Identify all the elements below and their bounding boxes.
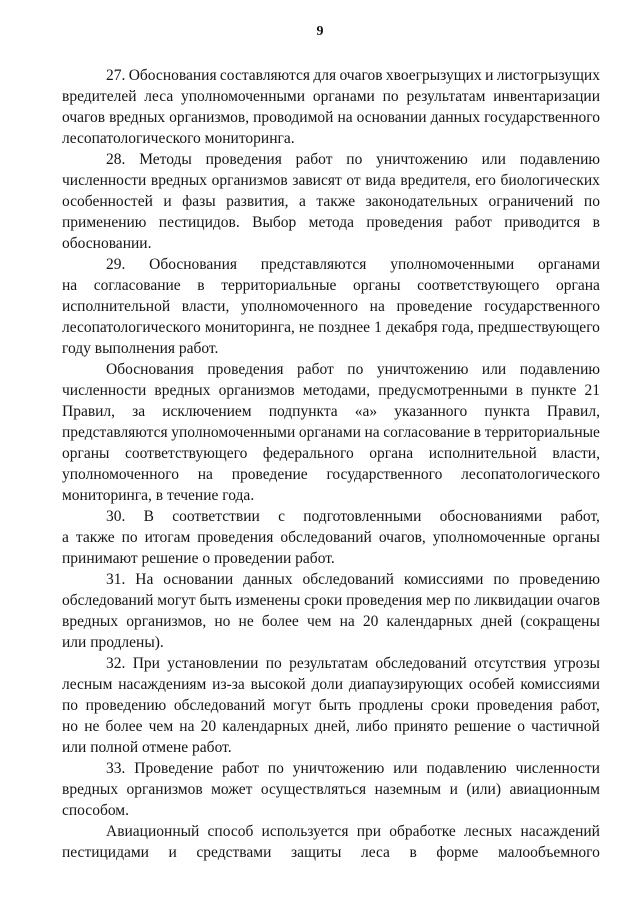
word: 1	[374, 319, 382, 336]
word: ограничений	[488, 193, 574, 210]
text-line	[62, 591, 600, 611]
word: численности	[62, 382, 147, 399]
word: очагов,	[378, 529, 426, 546]
word: высокой	[250, 676, 306, 693]
word: органы	[552, 529, 600, 546]
word: предусмотренными	[378, 382, 508, 399]
word: органами	[298, 424, 361, 441]
word: позднее	[318, 319, 371, 336]
word: быть	[199, 592, 232, 609]
word: (или)	[466, 781, 501, 798]
text-line	[62, 423, 600, 443]
word: соответствующего	[417, 277, 540, 294]
word: исключением	[162, 403, 252, 420]
word: способ	[207, 823, 254, 840]
word: очагов	[62, 109, 106, 126]
word: уничтожению	[376, 361, 469, 378]
text-line	[62, 675, 600, 695]
word: сроки	[430, 697, 469, 714]
word: пестицидами	[62, 844, 149, 861]
word: обследований	[375, 655, 467, 672]
word: не	[238, 613, 254, 630]
word: В	[143, 508, 154, 525]
word: для	[313, 67, 337, 84]
word: по	[454, 592, 471, 609]
word: подавлению	[519, 151, 600, 168]
word: используется	[261, 823, 349, 840]
word: государственного	[484, 298, 600, 315]
word: проведению	[519, 571, 600, 588]
word: Проведение	[134, 760, 214, 777]
word: обследований	[280, 529, 372, 546]
word: метода	[308, 214, 354, 231]
word: сроки	[304, 592, 343, 609]
word: календарных	[222, 718, 309, 735]
word: уполномоченного	[241, 298, 358, 315]
word: проведение	[231, 466, 308, 483]
word: развития,	[226, 193, 289, 210]
word: проведению	[85, 697, 167, 714]
word: проведения	[205, 151, 282, 168]
word: предшествующего	[477, 319, 600, 336]
word: осуществляться	[260, 781, 367, 798]
word: чем	[148, 718, 174, 735]
word: или	[481, 361, 507, 378]
word: обоснованиями	[439, 508, 543, 525]
word: угрозы	[553, 655, 600, 672]
word: обработке	[389, 823, 456, 840]
word: власти,	[552, 445, 600, 462]
word: при	[356, 823, 382, 840]
word: более	[105, 718, 143, 735]
word: Обоснования	[106, 361, 194, 378]
word: «а»	[354, 403, 378, 420]
word: представляются	[62, 424, 168, 441]
word: 32.	[106, 655, 126, 672]
text-line: году выполнения работ.	[62, 340, 219, 357]
text-line	[106, 507, 600, 527]
word: подготовленными	[303, 508, 422, 525]
word: более	[261, 613, 299, 630]
word: не	[298, 319, 315, 336]
word: проводимой	[253, 109, 334, 126]
word: решение	[454, 718, 512, 735]
word: вредных	[154, 382, 211, 399]
word: Обоснования	[149, 256, 237, 273]
word: вредных	[109, 109, 166, 126]
text-line	[62, 171, 600, 191]
word: также	[316, 193, 356, 210]
text-line	[62, 213, 600, 233]
word: на	[339, 613, 355, 630]
word: вредных	[150, 172, 207, 189]
word: организмов	[211, 172, 288, 189]
word: государственного	[326, 466, 443, 483]
text-line: способом.	[62, 802, 129, 819]
word: или	[393, 760, 418, 777]
text-line	[62, 318, 600, 338]
word: уполномоченными	[390, 256, 515, 273]
word: малообъемного	[497, 844, 600, 861]
text-line	[106, 150, 600, 170]
word: организмов	[126, 781, 203, 798]
word: защиты	[290, 844, 342, 861]
text-line	[106, 66, 600, 86]
word: Обоснования	[128, 67, 217, 84]
word: доли	[311, 676, 344, 693]
word: но	[214, 613, 231, 630]
word: органами	[312, 88, 375, 105]
word: его	[475, 172, 496, 189]
word: 21	[584, 382, 600, 399]
word: от	[346, 172, 361, 189]
word: обследований	[302, 571, 394, 588]
word: пестицидов.	[158, 214, 240, 231]
word: отсутствия	[474, 655, 547, 672]
word: а	[62, 529, 69, 546]
word: биологических	[500, 172, 600, 189]
word: также	[75, 529, 115, 546]
word: Выбор	[252, 214, 297, 231]
word: средствами	[196, 844, 272, 861]
word: о	[517, 718, 525, 735]
word: зависят	[292, 172, 342, 189]
word: государственного	[484, 109, 600, 126]
word: особенностей	[62, 193, 153, 210]
word: вида	[365, 172, 396, 189]
word: работ	[296, 361, 334, 378]
word: леса	[360, 844, 390, 861]
word: соответствии	[172, 508, 260, 525]
word: могут	[272, 697, 312, 714]
word: комиссиями	[520, 676, 600, 693]
word: 20	[200, 718, 217, 735]
word: пункте	[531, 382, 577, 399]
word: по	[62, 697, 79, 714]
word: в	[197, 277, 205, 294]
word: основании	[163, 571, 234, 588]
word: диапаузирующих	[348, 676, 464, 693]
word: и	[163, 193, 172, 210]
word: 27.	[106, 67, 126, 84]
word: по	[267, 760, 284, 777]
text-line	[62, 276, 600, 296]
word: работ,	[560, 508, 600, 525]
word: представляются	[260, 256, 367, 273]
text-line	[106, 822, 600, 842]
word: дней	[480, 613, 513, 630]
word: дней,	[314, 718, 350, 735]
text-line	[62, 108, 600, 128]
word: согласование	[383, 424, 471, 441]
word: работ,	[560, 697, 600, 714]
word: установлении	[167, 655, 259, 672]
word: очагов	[339, 67, 383, 84]
word: уничтожению	[292, 760, 385, 777]
word: уничтожению	[376, 151, 468, 168]
word: обследований	[173, 697, 266, 714]
word: из-за	[212, 676, 245, 693]
word: органы	[353, 277, 401, 294]
word: согласование	[93, 277, 181, 294]
word: организмов,	[169, 109, 250, 126]
word: листогрызущих	[496, 67, 600, 84]
word: частичной	[531, 718, 600, 735]
word: но	[62, 718, 79, 735]
word: хвоегрызущих	[385, 67, 482, 84]
word: очагов	[556, 592, 600, 609]
word: работ	[295, 151, 333, 168]
text-line: принимают решение о проведении работ.	[62, 550, 335, 567]
word: численности	[515, 760, 600, 777]
word: проведения	[366, 214, 443, 231]
word: проведения	[346, 592, 423, 609]
word: по	[265, 655, 282, 672]
word: (сокращены	[520, 613, 600, 630]
word: мониторинга,	[204, 319, 295, 336]
word: Правил,	[546, 403, 600, 420]
word: пункта	[484, 403, 530, 420]
word: по	[583, 193, 600, 210]
word: авиационным	[509, 781, 600, 798]
word: соответствующего	[125, 445, 248, 462]
word: численности	[62, 172, 147, 189]
word: 20	[362, 613, 379, 630]
word: насаждениям	[118, 676, 207, 693]
word: на	[369, 298, 385, 315]
word: а	[299, 193, 306, 210]
word: данных	[243, 571, 293, 588]
word: форме	[436, 844, 479, 861]
word: При	[132, 655, 160, 672]
word: 30.	[106, 508, 126, 525]
word: на	[337, 109, 353, 126]
text-line	[62, 87, 600, 107]
word: уполномоченными	[181, 88, 306, 105]
page-number: 9	[316, 24, 324, 39]
word: в	[473, 424, 482, 441]
word: года,	[441, 319, 474, 336]
word: власти,	[181, 298, 230, 315]
word: органами	[537, 256, 600, 273]
text-line	[62, 465, 600, 485]
word: за	[132, 403, 146, 420]
text-line	[62, 192, 600, 212]
word: 33.	[106, 760, 126, 777]
word: в	[409, 844, 417, 861]
text-line	[62, 528, 600, 548]
word: может	[211, 781, 253, 798]
word: либо	[356, 718, 388, 735]
word: уполномоченные	[432, 529, 546, 546]
word: вредителей	[62, 88, 137, 105]
text-line	[62, 612, 600, 632]
word: по	[382, 88, 399, 105]
word: территориальные	[221, 277, 337, 294]
text-line: лесопатологического мониторинга.	[62, 130, 295, 147]
word: подавлению	[519, 361, 600, 378]
word: по	[346, 151, 363, 168]
word: Методы	[139, 151, 192, 168]
word: органы	[62, 445, 110, 462]
word: вредных	[62, 781, 119, 798]
word: применению	[62, 214, 147, 231]
word: работ	[455, 214, 492, 231]
word: чем	[306, 613, 332, 630]
word: исполнительной	[62, 298, 171, 315]
word: и	[168, 844, 177, 861]
word: работ	[222, 760, 259, 777]
word: проведения	[197, 529, 274, 546]
word: организмов	[218, 382, 295, 399]
text-line	[62, 381, 600, 401]
text-line	[106, 360, 600, 380]
word: 29.	[106, 256, 126, 273]
word: наземным	[374, 781, 442, 798]
word: федерального	[262, 445, 354, 462]
word: вредителя,	[400, 172, 471, 189]
word: результатам	[289, 655, 369, 672]
word: мер	[426, 592, 451, 609]
word: лесопатологического	[62, 319, 201, 336]
word: фазы	[182, 193, 216, 210]
word: составляются	[219, 67, 310, 84]
word: Авиационный	[106, 823, 200, 840]
word: или	[481, 151, 506, 168]
word: и	[449, 781, 458, 798]
word: инвентаризации	[493, 88, 600, 105]
word: на	[197, 466, 213, 483]
word: быть	[318, 697, 352, 714]
word: лесопатологического	[461, 466, 600, 483]
word: декабря	[385, 319, 438, 336]
word: итогам	[144, 529, 191, 546]
word: особей	[468, 676, 515, 693]
word: уполномоченного	[62, 466, 179, 483]
word: календарных	[386, 613, 473, 630]
word: подавлению	[426, 760, 507, 777]
word: лесных	[463, 823, 513, 840]
text-line	[62, 696, 600, 716]
word: могут	[157, 592, 196, 609]
word: проведение	[396, 298, 473, 315]
word: проведения	[207, 361, 284, 378]
word: проведения	[476, 697, 553, 714]
word: данных	[430, 109, 481, 126]
word: 28.	[106, 151, 126, 168]
text-line: или полной отмене работ.	[62, 739, 232, 756]
word: уполномоченными	[171, 424, 296, 441]
word: на	[364, 424, 380, 441]
text-line: мониторинга, в течение года.	[62, 487, 255, 504]
word: органа	[556, 277, 600, 294]
word: и	[485, 67, 494, 84]
word: на	[62, 277, 78, 294]
word: методами,	[302, 382, 371, 399]
text-line	[62, 780, 600, 800]
word: законодательных	[365, 193, 479, 210]
word: по	[493, 571, 510, 588]
word: указанного	[394, 403, 468, 420]
word: принято	[393, 718, 448, 735]
word: леса	[144, 88, 174, 105]
word: основании	[356, 109, 427, 126]
text-line: обосновании.	[62, 235, 152, 252]
word: в	[592, 214, 600, 231]
word: приводится	[504, 214, 581, 231]
text-line	[106, 255, 600, 275]
text-line	[62, 717, 600, 737]
text-line	[62, 297, 600, 317]
word: территориальные	[484, 424, 600, 441]
word: результатам	[406, 88, 486, 105]
text-line	[62, 843, 600, 863]
text-line: или продлены).	[62, 634, 164, 651]
word: 31.	[106, 571, 126, 588]
word: изменены	[235, 592, 301, 609]
text-line	[106, 654, 600, 674]
word: подпункта	[268, 403, 338, 420]
word: ликвидации	[474, 592, 554, 609]
word: не	[84, 718, 100, 735]
word: комиссиями	[403, 571, 484, 588]
word: продлены	[358, 697, 424, 714]
word: На	[135, 571, 154, 588]
word: по	[121, 529, 138, 546]
text-line	[106, 570, 600, 590]
text-line	[62, 402, 600, 422]
word: с	[278, 508, 285, 525]
word: исполнительной	[428, 445, 537, 462]
word: Правил,	[62, 403, 116, 420]
word: обследований	[62, 592, 154, 609]
word: лесным	[62, 676, 113, 693]
word: насаждений	[520, 823, 600, 840]
text-line	[62, 444, 600, 464]
word: организмов,	[126, 613, 207, 630]
word: на	[179, 718, 195, 735]
word: в	[515, 382, 523, 399]
text-line	[106, 759, 600, 779]
word: вредных	[62, 613, 119, 630]
word: по	[347, 361, 364, 378]
word: органа	[369, 445, 414, 462]
